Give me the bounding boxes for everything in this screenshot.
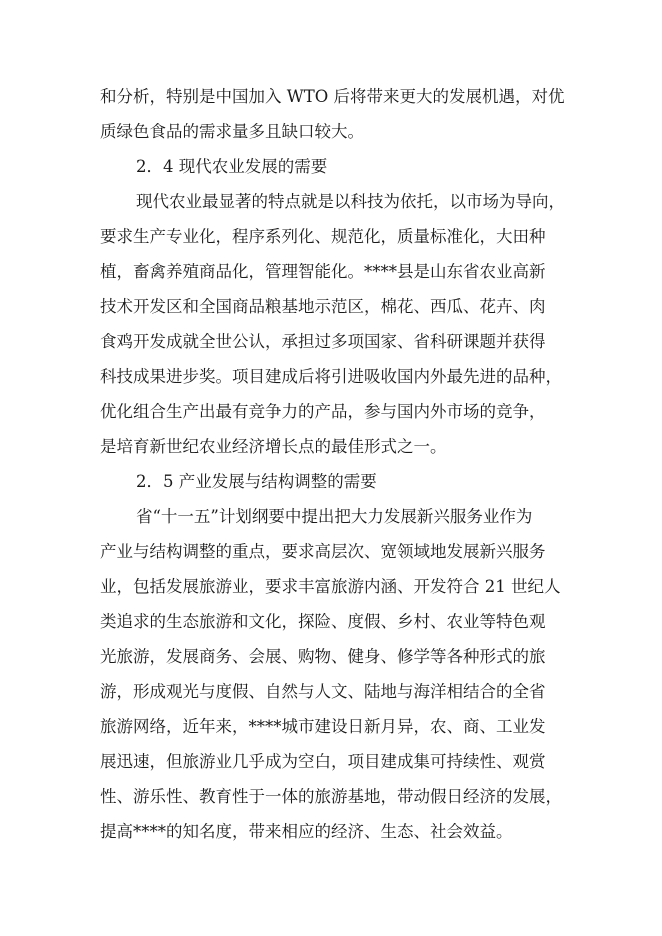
paragraph-line: 产业与结构调整的重点，要求高层次、宽领域地发展新兴服务	[100, 542, 546, 561]
paragraph-line: 游，形成观光与度假、自然与人文、陆地与海洋相结合的全省	[100, 682, 546, 701]
paragraph-line: 植，畜禽养殖商品化，管理智能化。****县是山东省农业高新	[100, 262, 546, 281]
paragraph-line: 提高****的知名度，带来相应的经济、生态、社会效益。	[100, 822, 513, 841]
paragraph-line: 类追求的生态旅游和文化，探险、度假、乡村、农业等特色观	[100, 612, 546, 631]
paragraph-line: 现代农业最显著的特点就是以科技为依托，以市场为导向，	[136, 192, 565, 211]
paragraph-line: 业，包括发展旅游业，要求丰富旅游内涵、开发符合 21 世纪人	[100, 577, 561, 596]
paragraph-line: 要求生产专业化，程序系列化、规范化，质量标准化，大田种	[100, 227, 546, 246]
paragraph-line: 食鸡开发成就全世公认，承担过多项国家、省科研课题并获得	[100, 332, 546, 351]
paragraph-line: 技术开发区和全国商品粮基地示范区，棉花、西瓜、花卉、肉	[100, 297, 546, 316]
paragraph-line: 优化组合生产出最有竞争力的产品，参与国内外市场的竞争，	[100, 402, 546, 421]
paragraph-line: 光旅游，发展商务、会展、购物、健身、修学等各种形式的旅	[100, 647, 546, 666]
paragraph-line: 是培育新世纪农业经济增长点的最佳形式之一。	[100, 437, 447, 456]
paragraph-line: 科技成果进步奖。项目建成后将引进吸收国内外最先进的品种，	[100, 367, 562, 386]
section-heading-2-4: 2．4 现代农业发展的需要	[136, 157, 328, 176]
paragraph-line: 质绿色食品的需求量多且缺口较大。	[100, 122, 364, 141]
paragraph-line: 省“十一五”计划纲要中提出把大力发展新兴服务业作为	[136, 507, 533, 526]
paragraph-line: 展迅速，但旅游业几乎成为空白，项目建成集可持续性、观赏	[100, 752, 546, 771]
paragraph-line: 旅游网络，近年来，****城市建设日新月异，农、商、工业发	[100, 717, 546, 736]
section-heading-2-5: 2．5 产业发展与结构调整的需要	[136, 472, 377, 491]
paragraph-line: 和分析，特别是中国加入 WTO 后将带来更大的发展机遇，对优	[100, 87, 565, 106]
paragraph-line: 性、游乐性、教育性于一体的旅游基地，带动假日经济的发展，	[100, 787, 562, 806]
